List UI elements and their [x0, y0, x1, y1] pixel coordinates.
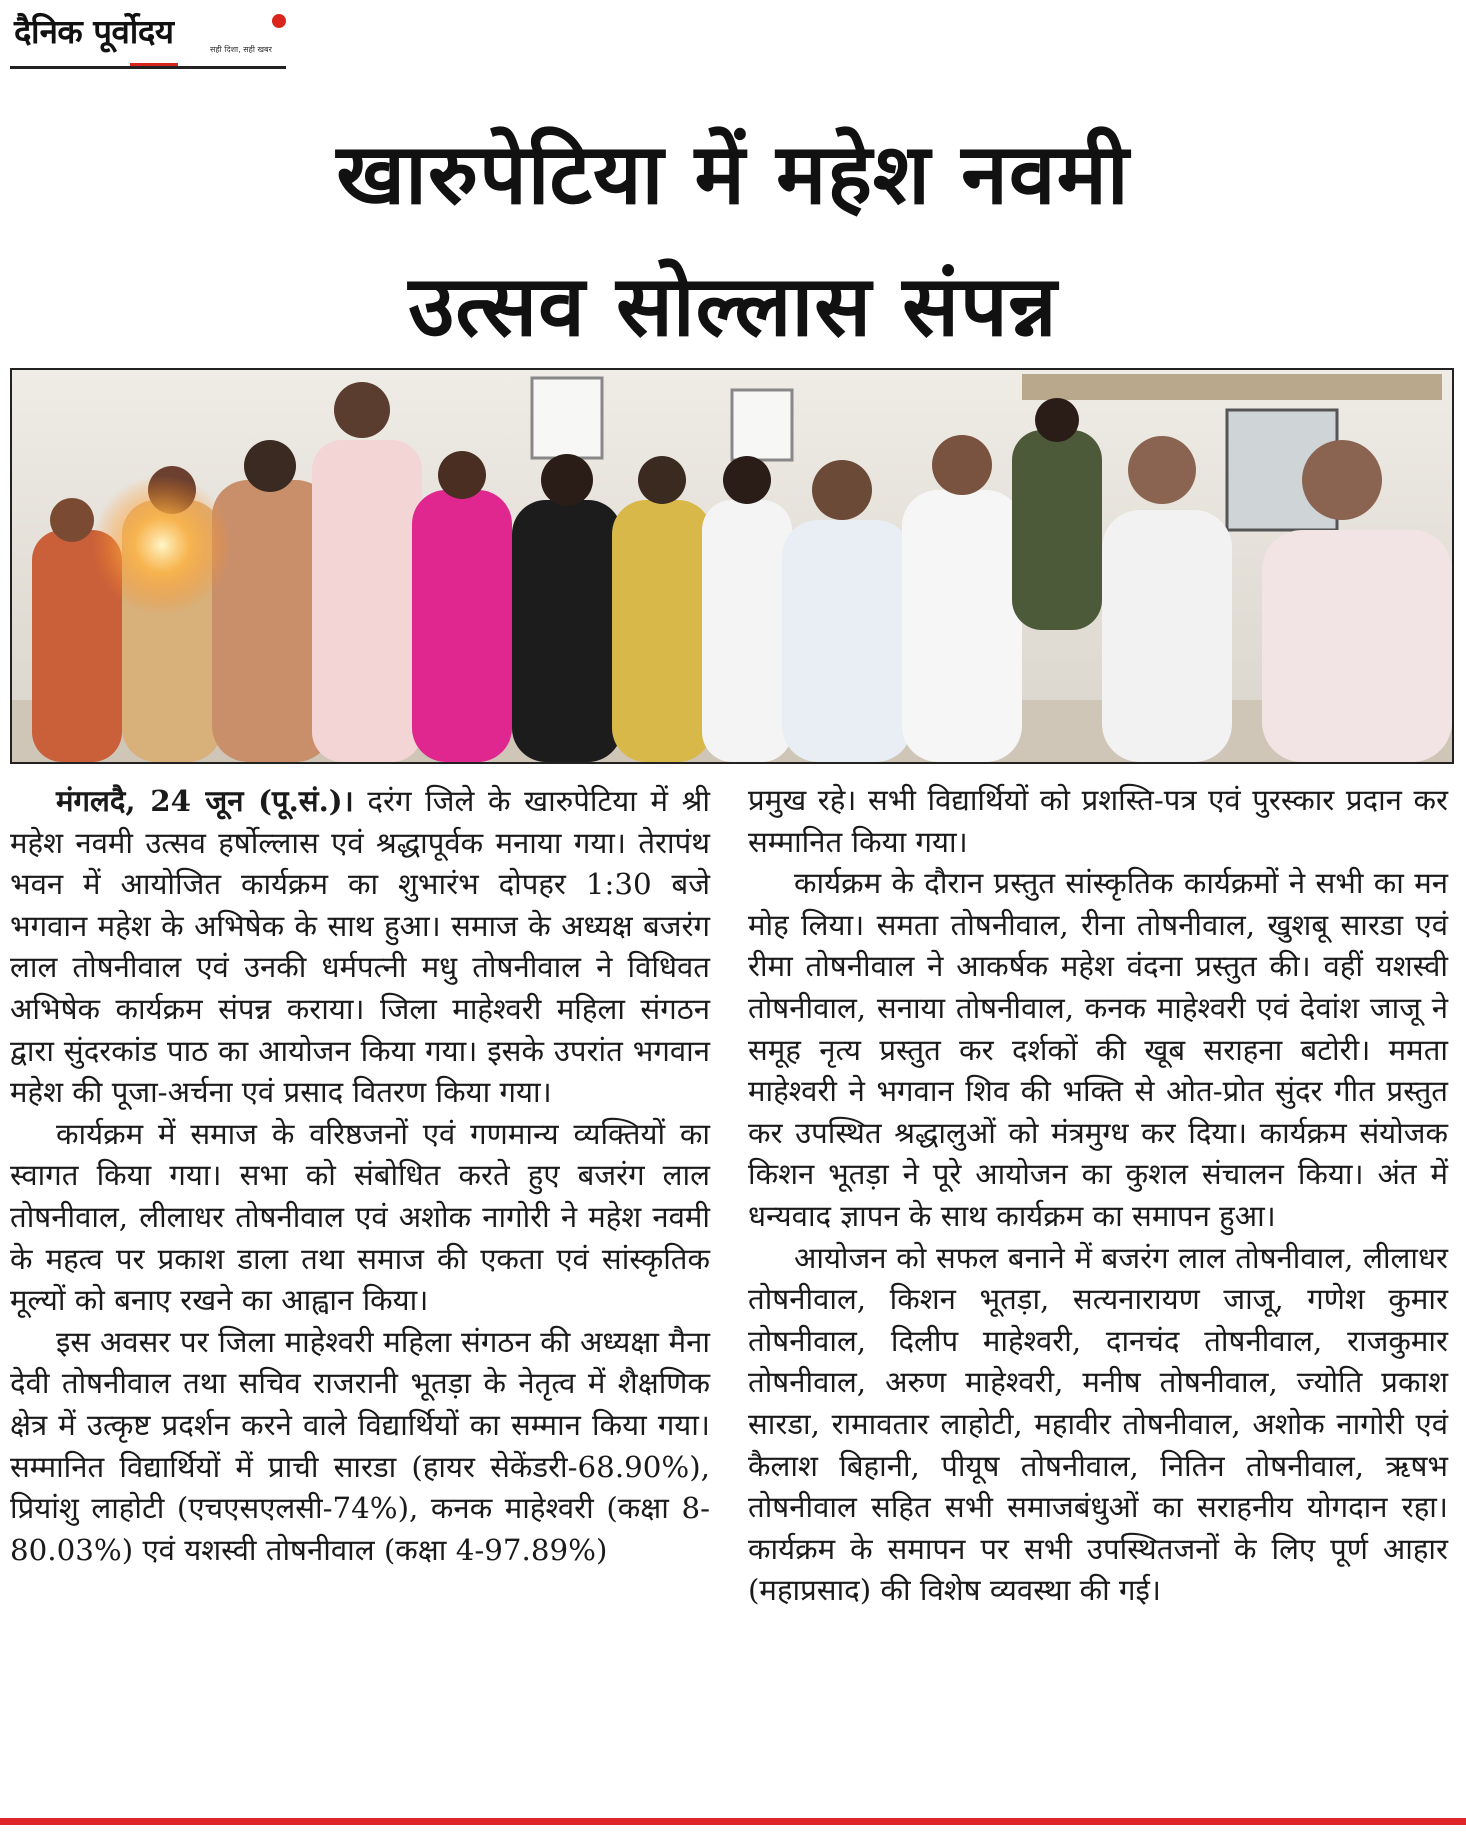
headline-line-2: उत्सव सोल्लास संपन्न — [408, 257, 1058, 355]
masthead-logo — [10, 8, 290, 70]
article-paragraph: इस अवसर पर जिला माहेश्वरी महिला संगठन की अध्यक्षा मैना देवी तोषनीवाल तथा सचिव राजरानी भूतड़ा के नेतृत्व में शैक्षणिक क्षेत्र में उत्कृष्ट प्रदर्शन करने वाले विद्यार्थियों का सम्मान किया गया। सम्मानित विद्यार्थियों में प्राची सारडा (हायर सेकेंडरी-68.90%), प्रियांशु लाहोटी (एचएसएलसी-74%), कनक माहेश्वरी (कक्षा 8-80.03%) एवं यशस्वी तोषनीवाल (कक्षा 4-97.89%) — [10, 1324, 710, 1567]
dateline: मंगलदै, 24 जून (पू.सं.)। — [56, 783, 354, 818]
headline-line-1: खारुपेटिया में महेश नवमी — [336, 125, 1130, 223]
masthead-rule — [10, 66, 286, 69]
article-paragraph — [10, 780, 710, 1114]
article-paragraph-text: दरंग जिले के खारुपेटिया में श्री महेश नवमी उत्सव हर्षोल्लास एवं श्रद्धापूर्वक मनाया गया। तेरापंथ भवन में आयोजित कार्यक्रम का शुभारंभ दोपहर 1:30 बजे भगवान महेश के अभिषेक के साथ हुआ। समाज के अध्यक्ष बजरंग लाल तोषनीवाल एवं उनकी धर्मपत्नी मधु तोषनीवाल ने विधिवत अभिषेक कार्यक्रम संपन्न कराया। जिला माहेश्वरी महिला संगठन द्वारा सुंदरकांड पाठ का आयोजन किया गया। इसके उपरांत भगवान महेश की पूजा-अर्चना एवं प्रसाद वितरण किया गया। — [10, 784, 710, 1110]
news-photo — [10, 368, 1454, 764]
news-photo-illustration — [12, 370, 1452, 762]
article-paragraph: आयोजन को सफल बनाने में बजरंग लाल तोषनीवाल, लीलाधर तोषनीवाल, किशन भूतड़ा, सत्यनारायण जाजू, गणेश कुमार तोषनीवाल, दिलीप माहेश्वरी, दानचंद तोषनीवाल, राजकुमार तोषनीवाल, अरुण माहेश्वरी, मनीष तोषनीवाल, ज्योति प्रकाश सारडा, रामावतार लाहोटी, महावीर तोषनीवाल, अशोक नागोरी एवं कैलाश बिहानी, पीयूष तोषनीवाल, नितिन तोषनीवाल, ऋषभ तोषनीवाल सहित सभी समाजबंधुओं का सराहनीय योगदान रहा। कार्यक्रम के समापन पर सभी उपस्थितजनों के लिए पूर्ण आहार (महाप्रसाद) की विशेष व्यवस्था की गई। — [748, 1240, 1448, 1608]
article-paragraph-continued: प्रमुख रहे। सभी विद्यार्थियों को प्रशस्ति-पत्र एवं पुरस्कार प्रदान कर सम्मानित किया गया। — [748, 783, 1448, 859]
masthead-tagline: सही दिशा, सही खबर — [210, 45, 272, 54]
footer-red-rule — [0, 1818, 1466, 1825]
article-column-right — [748, 780, 1448, 1612]
article-paragraph: कार्यक्रम में समाज के वरिष्ठजनों एवं गणमान्य व्यक्तियों का स्वागत किया गया। सभा को संबोधित करते हुए बजरंग लाल तोषनीवाल, लीलाधर तोषनीवाल एवं अशोक नागोरी ने महेश नवमी के महत्व पर प्रकाश डाला तथा समाज की एकता एवं सांस्कृतिक मूल्यों को बनाए रखने का आह्वान किया। — [10, 1116, 710, 1318]
masthead-red-dot — [272, 14, 286, 28]
headline — [0, 108, 1466, 372]
article-paragraph: कार्यक्रम के दौरान प्रस्तुत सांस्कृतिक कार्यक्रमों ने सभी का मन मोह लिया। समता तोषनीवाल, रीना तोषनीवाल, खुशबू सारडा एवं रीमा तोषनीवाल ने आकर्षक महेश वंदना प्रस्तुत की। वहीं यशस्वी तोषनीवाल, सनाया तोषनीवाल, कनक माहेश्वरी एवं देवांश जाजू ने समूह नृत्य प्रस्तुत कर दर्शकों की खूब सराहना बटोरी। ममता माहेश्वरी ने भगवान शिव की भक्ति से ओत-प्रोत सुंदर गीत प्रस्तुत कर उपस्थित श्रद्धालुओं को मंत्रमुग्ध कर दिया। कार्यक्रम संयोजक किशन भूतड़ा ने पूरे आयोजन का कुशल संचालन किया। अंत में धन्यवाद ज्ञापन के साथ कार्यक्रम का समापन हुआ। — [748, 866, 1448, 1233]
diya-glow — [92, 475, 232, 615]
article-column-left — [10, 780, 710, 1571]
masthead-name: दैनिक पूर्वोदय — [14, 12, 174, 51]
